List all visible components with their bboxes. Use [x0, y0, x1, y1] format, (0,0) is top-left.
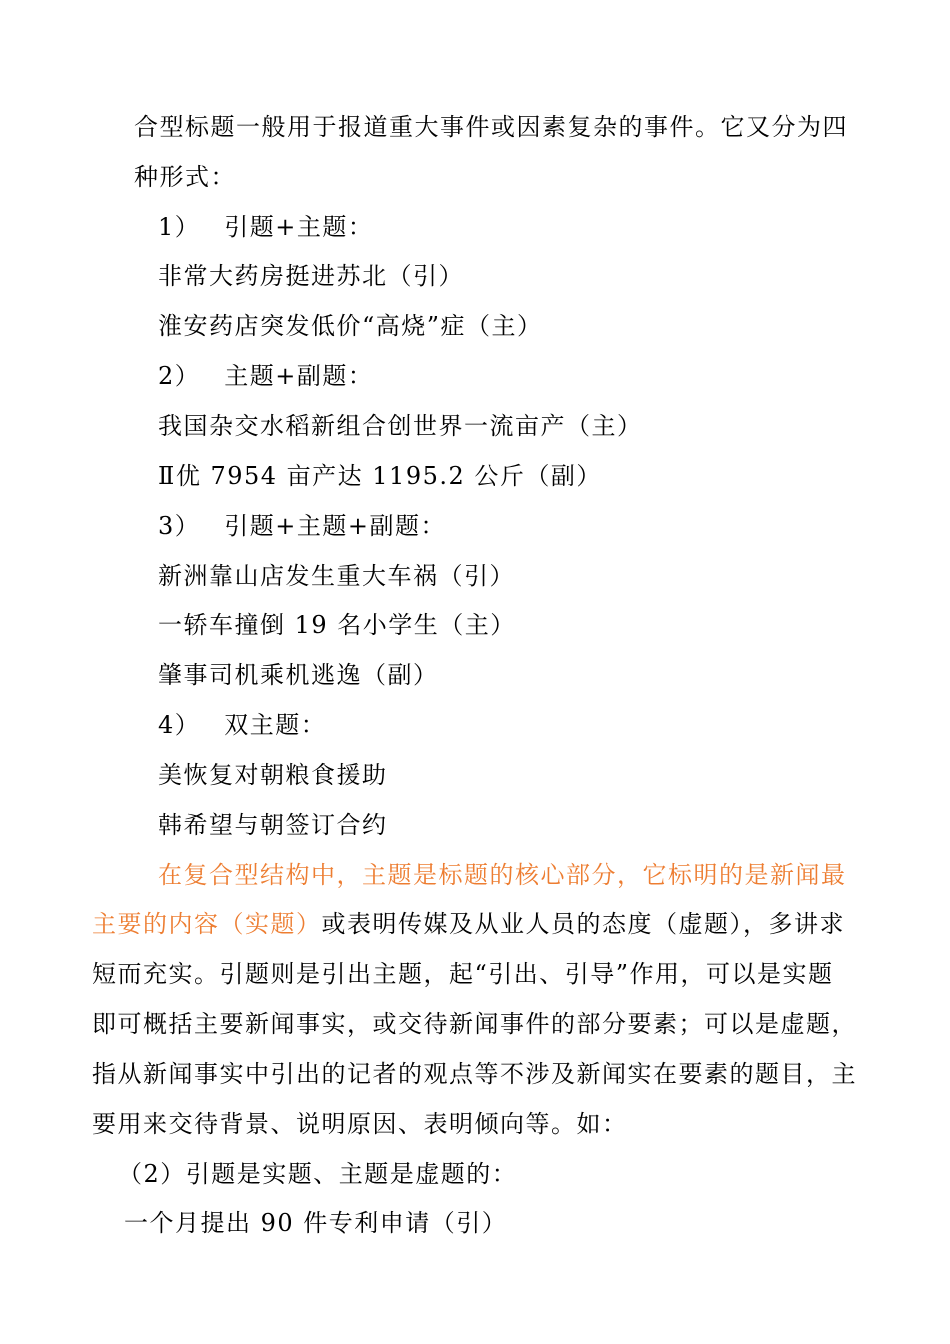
example-headline: Ⅱ优 7954 亩产达 1195.2 公斤（副） — [158, 462, 602, 490]
example-headline: 淮安药店突发低价“高烧”症（主） — [158, 312, 543, 340]
example-headline: 美恢复对朝粮食援助 — [158, 761, 388, 789]
example-headline: 韩希望与朝签订合约 — [158, 811, 388, 839]
example-headline: 一个月提出 90 件专利申请（引） — [124, 1209, 508, 1237]
paragraph-line: 要用来交待背景、说明原因、表明倾向等。如： — [92, 1110, 628, 1138]
list-item — [158, 359, 373, 393]
paragraph-line: 合型标题一般用于报道重大事件或因素复杂的事件。它又分为四 — [134, 113, 848, 141]
list-item-label: 引题+主题： — [224, 213, 374, 241]
list-item-label: 引题+主题+副题： — [224, 512, 446, 540]
example-headline: 非常大药房挺进苏北（引） — [158, 262, 464, 290]
example-headline: 新洲靠山店发生重大车祸（引） — [158, 562, 515, 590]
section-heading: （2）引题是实题、主题是虚题的： — [118, 1160, 518, 1188]
list-item-label: 双主题： — [224, 711, 327, 739]
list-number: 2） — [158, 362, 201, 390]
list-item — [158, 210, 373, 244]
paragraph-line — [92, 907, 845, 941]
highlighted-text: 主要的内容（实题） — [92, 910, 322, 938]
example-headline: 一轿车撞倒 19 名小学生（主） — [158, 611, 516, 639]
list-item-label: 主题+副题： — [224, 362, 374, 390]
list-number: 1） — [158, 213, 201, 241]
example-headline: 我国杂交水稻新组合创世界一流亩产（主） — [158, 412, 643, 440]
list-item — [158, 708, 326, 742]
paragraph-text: 或表明传媒及从业人员的态度（虚题），多讲求 — [321, 910, 845, 938]
list-number: 4） — [158, 711, 201, 739]
list-number: 3） — [158, 512, 201, 540]
example-headline: 肇事司机乘机逃逸（副） — [158, 661, 439, 689]
paragraph-line: 指从新闻事实中引出的记者的观点等不涉及新闻实在要素的题目，主 — [92, 1060, 857, 1088]
list-item — [158, 509, 446, 543]
paragraph-line: 种形式： — [134, 163, 236, 191]
highlighted-text: 在复合型结构中，主题是标题的核心部分，它标明的是新闻最 — [158, 861, 847, 889]
paragraph-line: 即可概括主要新闻事实，或交待新闻事件的部分要素；可以是虚题， — [92, 1010, 857, 1038]
paragraph-line: 短而充实。引题则是引出主题，起“引出、引导”作用，可以是实题 — [92, 960, 834, 988]
